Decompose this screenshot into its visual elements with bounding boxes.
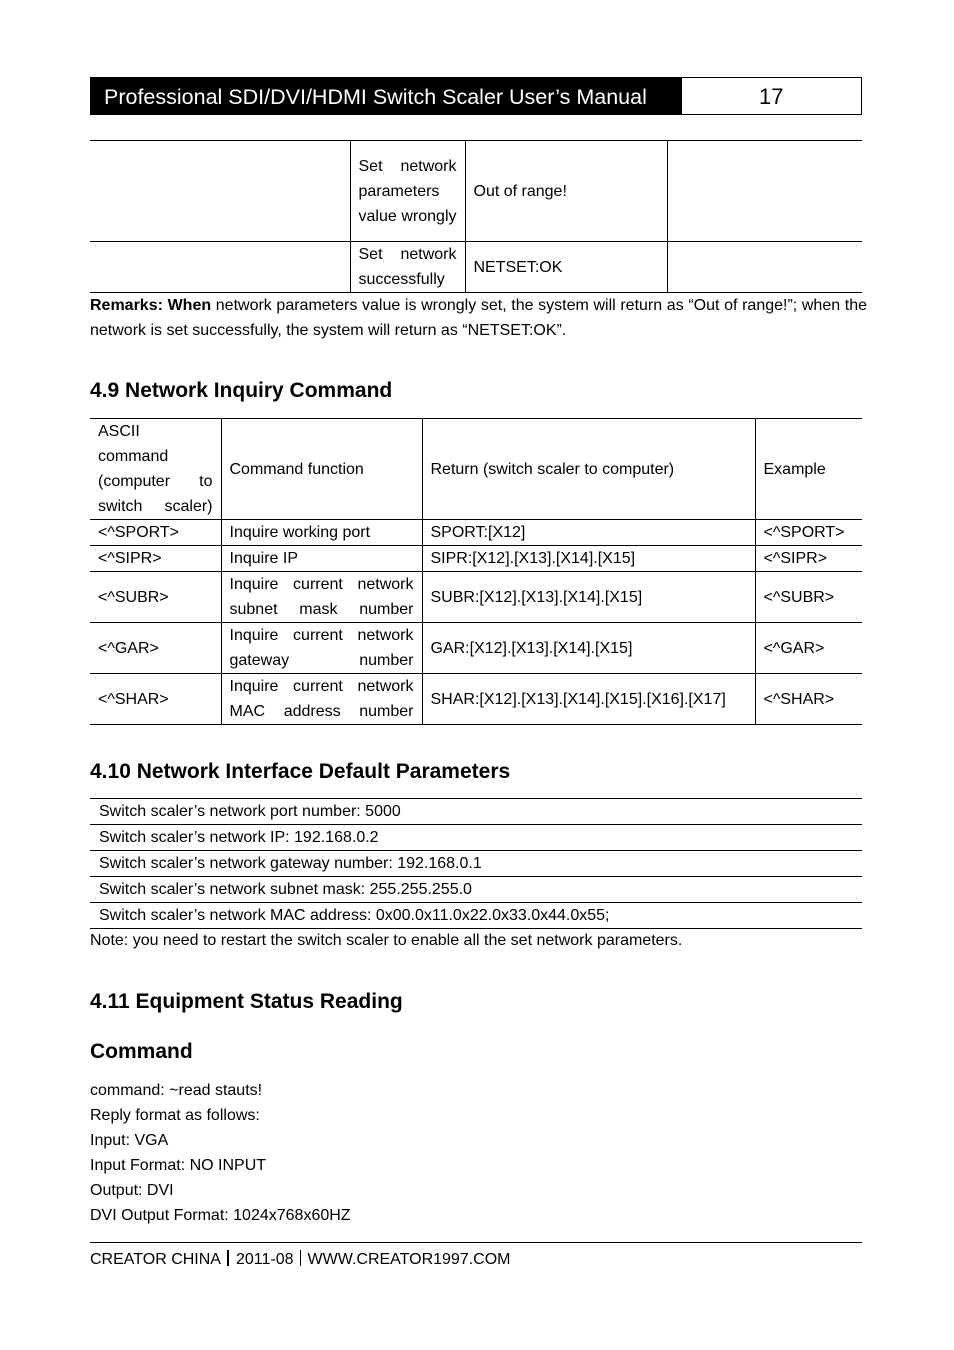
table-cell: Set network parameters value wrongly [350,141,465,242]
cell-function: Inquire IP [221,546,422,572]
table-row [90,572,862,623]
cell-ascii: <^SIPR> [90,546,221,572]
cell-return: SPORT:[X12] [422,520,755,546]
table-row [90,903,862,929]
table-row [90,851,862,877]
cell-function: Inquire current network MAC address number [221,674,422,725]
cell-example: <^SIPR> [755,546,862,572]
table-cell [90,242,350,293]
cell-return: SHAR:[X12].[X13].[X14].[X15].[X16].[X17] [422,674,755,725]
cell-return: SIPR:[X12].[X13].[X14].[X15] [422,546,755,572]
cell-ascii: <^GAR> [90,623,221,674]
table-cell: NETSET:OK [465,242,667,293]
text-line: Input Format: NO INPUT [90,1157,267,1174]
cell-return: GAR:[X12].[X13].[X14].[X15] [422,623,755,674]
section-heading-4-10: 4.10 Network Interface Default Parameters [90,760,511,783]
cell-function: Inquire current network gateway number [221,623,422,674]
page-footer [90,1247,511,1272]
cell-ascii: <^SPORT> [90,520,221,546]
remarks-label: Remarks: When [90,297,212,314]
restart-note: Note: you need to restart the switch scaler to enable all the set network parameters. [90,932,683,949]
footer-separator [300,1250,301,1266]
list-item: Switch scaler’s network port number: 5000 [90,799,862,825]
table-row [90,674,862,725]
remarks-text: network parameters value is wrongly set, the system will return as “Out of range!”; when the network is set successfully, the system will return as “NETSET:OK”. [90,297,868,339]
cell-example: <^GAR> [755,623,862,674]
table-cell [667,242,862,293]
cell-example: <^SHAR> [755,674,862,725]
table-cell: Out of range! [465,141,667,242]
text-line: command: ~read stauts! [90,1082,263,1099]
list-item: Switch scaler’s network gateway number: 192.168.0.1 [90,851,862,877]
text-line: Input: VGA [90,1132,169,1149]
text-line: Output: DVI [90,1182,174,1199]
footer-separator [227,1250,229,1266]
list-item: Switch scaler’s network MAC address: 0x00.0x11.0x22.0x33.0x44.0x55; [90,903,862,929]
footer-date: 2011-08 [235,1251,294,1268]
cell-function: Inquire working port [221,520,422,546]
header-ascii: ASCII command (computer to switch scaler) [90,419,221,520]
table-cell [667,141,862,242]
section-heading-4-9: 4.9 Network Inquiry Command [90,379,393,402]
section-heading-4-11: 4.11 Equipment Status Reading [90,990,403,1013]
footer-divider [90,1242,862,1243]
table-row [90,799,862,825]
cell-ascii: <^SUBR> [90,572,221,623]
cell-example: <^SPORT> [755,520,862,546]
cell-function: Inquire current network subnet mask number [221,572,422,623]
footer-company: CREATOR CHINA [90,1251,221,1268]
table-row [90,825,862,851]
table-row [90,623,862,674]
table-row [90,520,862,546]
network-inquiry-table [90,418,862,725]
section-heading-4-11-line2: Command [90,1040,193,1063]
text-line: Reply format as follows: [90,1107,260,1124]
status-reading-text [90,1078,351,1228]
list-item: Switch scaler’s network subnet mask: 255.255.255.0 [90,877,862,903]
table-row [90,546,862,572]
page-header [90,77,862,115]
header-function: Command function [221,419,422,520]
network-set-result-table [90,140,862,293]
list-item: Switch scaler’s network IP: 192.168.0.2 [90,825,862,851]
table-row [90,242,862,293]
cell-return: SUBR:[X12].[X13].[X14].[X15] [422,572,755,623]
remarks-paragraph [90,293,867,343]
header-example: Example [755,419,862,520]
table-header-row [90,419,862,520]
table-cell: Set network successfully [350,242,465,293]
table-row [90,141,862,242]
manual-title: Professional SDI/DVI/HDMI Switch Scaler User’s Manual [91,78,682,114]
header-return: Return (switch scaler to computer) [422,419,755,520]
text-line: DVI Output Format: 1024x768x60HZ [90,1207,351,1224]
table-row [90,877,862,903]
cell-ascii: <^SHAR> [90,674,221,725]
page-number: 17 [759,84,784,109]
cell-example: <^SUBR> [755,572,862,623]
footer-website: WWW.CREATOR1997.COM [307,1251,511,1268]
default-parameters-table [90,798,862,929]
table-cell [90,141,350,242]
